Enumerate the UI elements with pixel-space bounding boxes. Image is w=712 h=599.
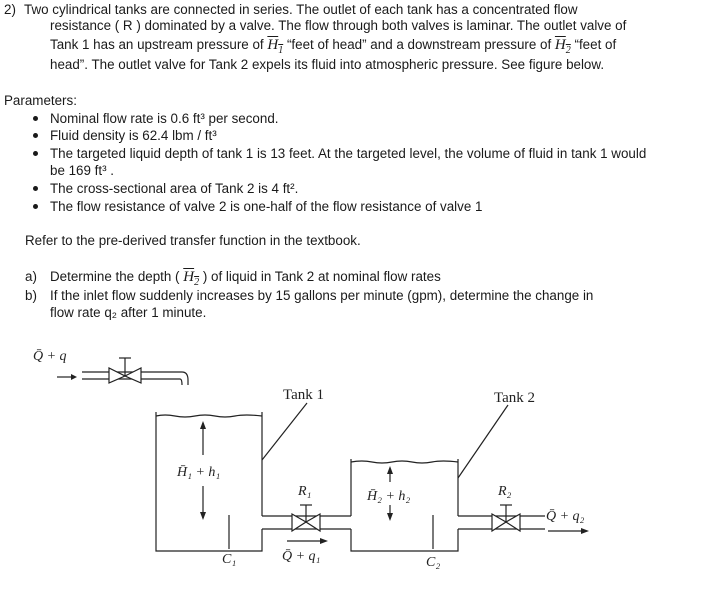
inlet-pipe-bend-inner [180, 379, 182, 385]
tank1-label: Tank 1 [283, 387, 325, 403]
question-a-label: a) [25, 269, 37, 284]
question-a-part-1: Determine the depth ( [50, 269, 180, 284]
q2-label: Q̄ + q₂ [546, 509, 585, 524]
parameter-item-continued: be 169 ft³ . [50, 163, 115, 178]
h2-symbol: $H_2$ [554, 37, 571, 56]
tank2-water-surface [351, 461, 458, 463]
tank2-bottom [351, 529, 458, 551]
tank1-wall [156, 412, 262, 551]
question-b-line-1: If the inlet flow suddenly increases by 15 gallons per minute (gpm), determine the change in [50, 288, 594, 303]
tank1-water-surface [156, 415, 262, 417]
parameter-item: Fluid density is 62.4 lbm / ft³ [50, 128, 217, 143]
tank2-leader [458, 405, 508, 478]
h1-label: H̄₁ + h₁ [177, 465, 221, 480]
question-a-part-2: ) of liquid in Tank 2 at nominal flow rates [202, 269, 441, 284]
c1-label: C₁ [222, 552, 237, 567]
line3-part-b: “feet of head” and a downstream pressure of [286, 37, 552, 52]
c2-label: C₂ [426, 555, 441, 570]
tank2-label: Tank 2 [494, 390, 536, 406]
parameter-item: The targeted liquid depth of tank 1 is 13 feet. At the targeted level, the volume of fluid in tank 1 would [50, 146, 647, 161]
parameter-item: The flow resistance of valve 2 is one-half of the flow resistance of valve 1 [50, 199, 483, 214]
inlet-pipe-bend [182, 372, 188, 385]
inlet-valve-right [125, 368, 141, 383]
q1-label: Q̄ + q₁ [282, 549, 321, 564]
line3-part-c: “feet of [574, 37, 617, 52]
problem-line-1: Two cylindrical tanks are connected in series. The outlet of each tank has a concentrated flow [24, 2, 578, 17]
inlet-flow-label: Q̄ + q [33, 349, 67, 364]
r1-label: R₁ [298, 484, 312, 499]
parameter-item: The cross-sectional area of Tank 2 is 4 ft². [50, 181, 299, 196]
refer-note: Refer to the pre-derived transfer function in the textbook. [25, 233, 361, 248]
problem-number: 2) [4, 2, 16, 17]
tank1-leader [262, 403, 307, 460]
parameter-item: Nominal flow rate is 0.6 ft³ per second. [50, 111, 279, 126]
parameters-heading: Parameters: [4, 93, 77, 108]
problem-line-4: head”. The outlet valve for Tank 2 expels its fluid into atmospheric pressure. See figure below. [50, 57, 605, 72]
r2-label: R₂ [498, 484, 512, 499]
h2-symbol: $H_2$ [183, 269, 200, 288]
problem-line-2: resistance ( R ) dominated by a valve. The flow through both valves is laminar. The outlet valve of [50, 18, 627, 33]
line3-part-a: Tank 1 has an upstream pressure of [50, 37, 264, 52]
inlet-arrow-head [71, 374, 77, 380]
inlet-valve-left [109, 368, 125, 383]
question-b-label: b) [25, 288, 37, 303]
question-b-line-2: flow rate q₂ after 1 minute. [50, 305, 207, 320]
h1-symbol: $H_1$ [267, 37, 284, 56]
h2-label: H̄₂ + h₂ [367, 489, 411, 504]
